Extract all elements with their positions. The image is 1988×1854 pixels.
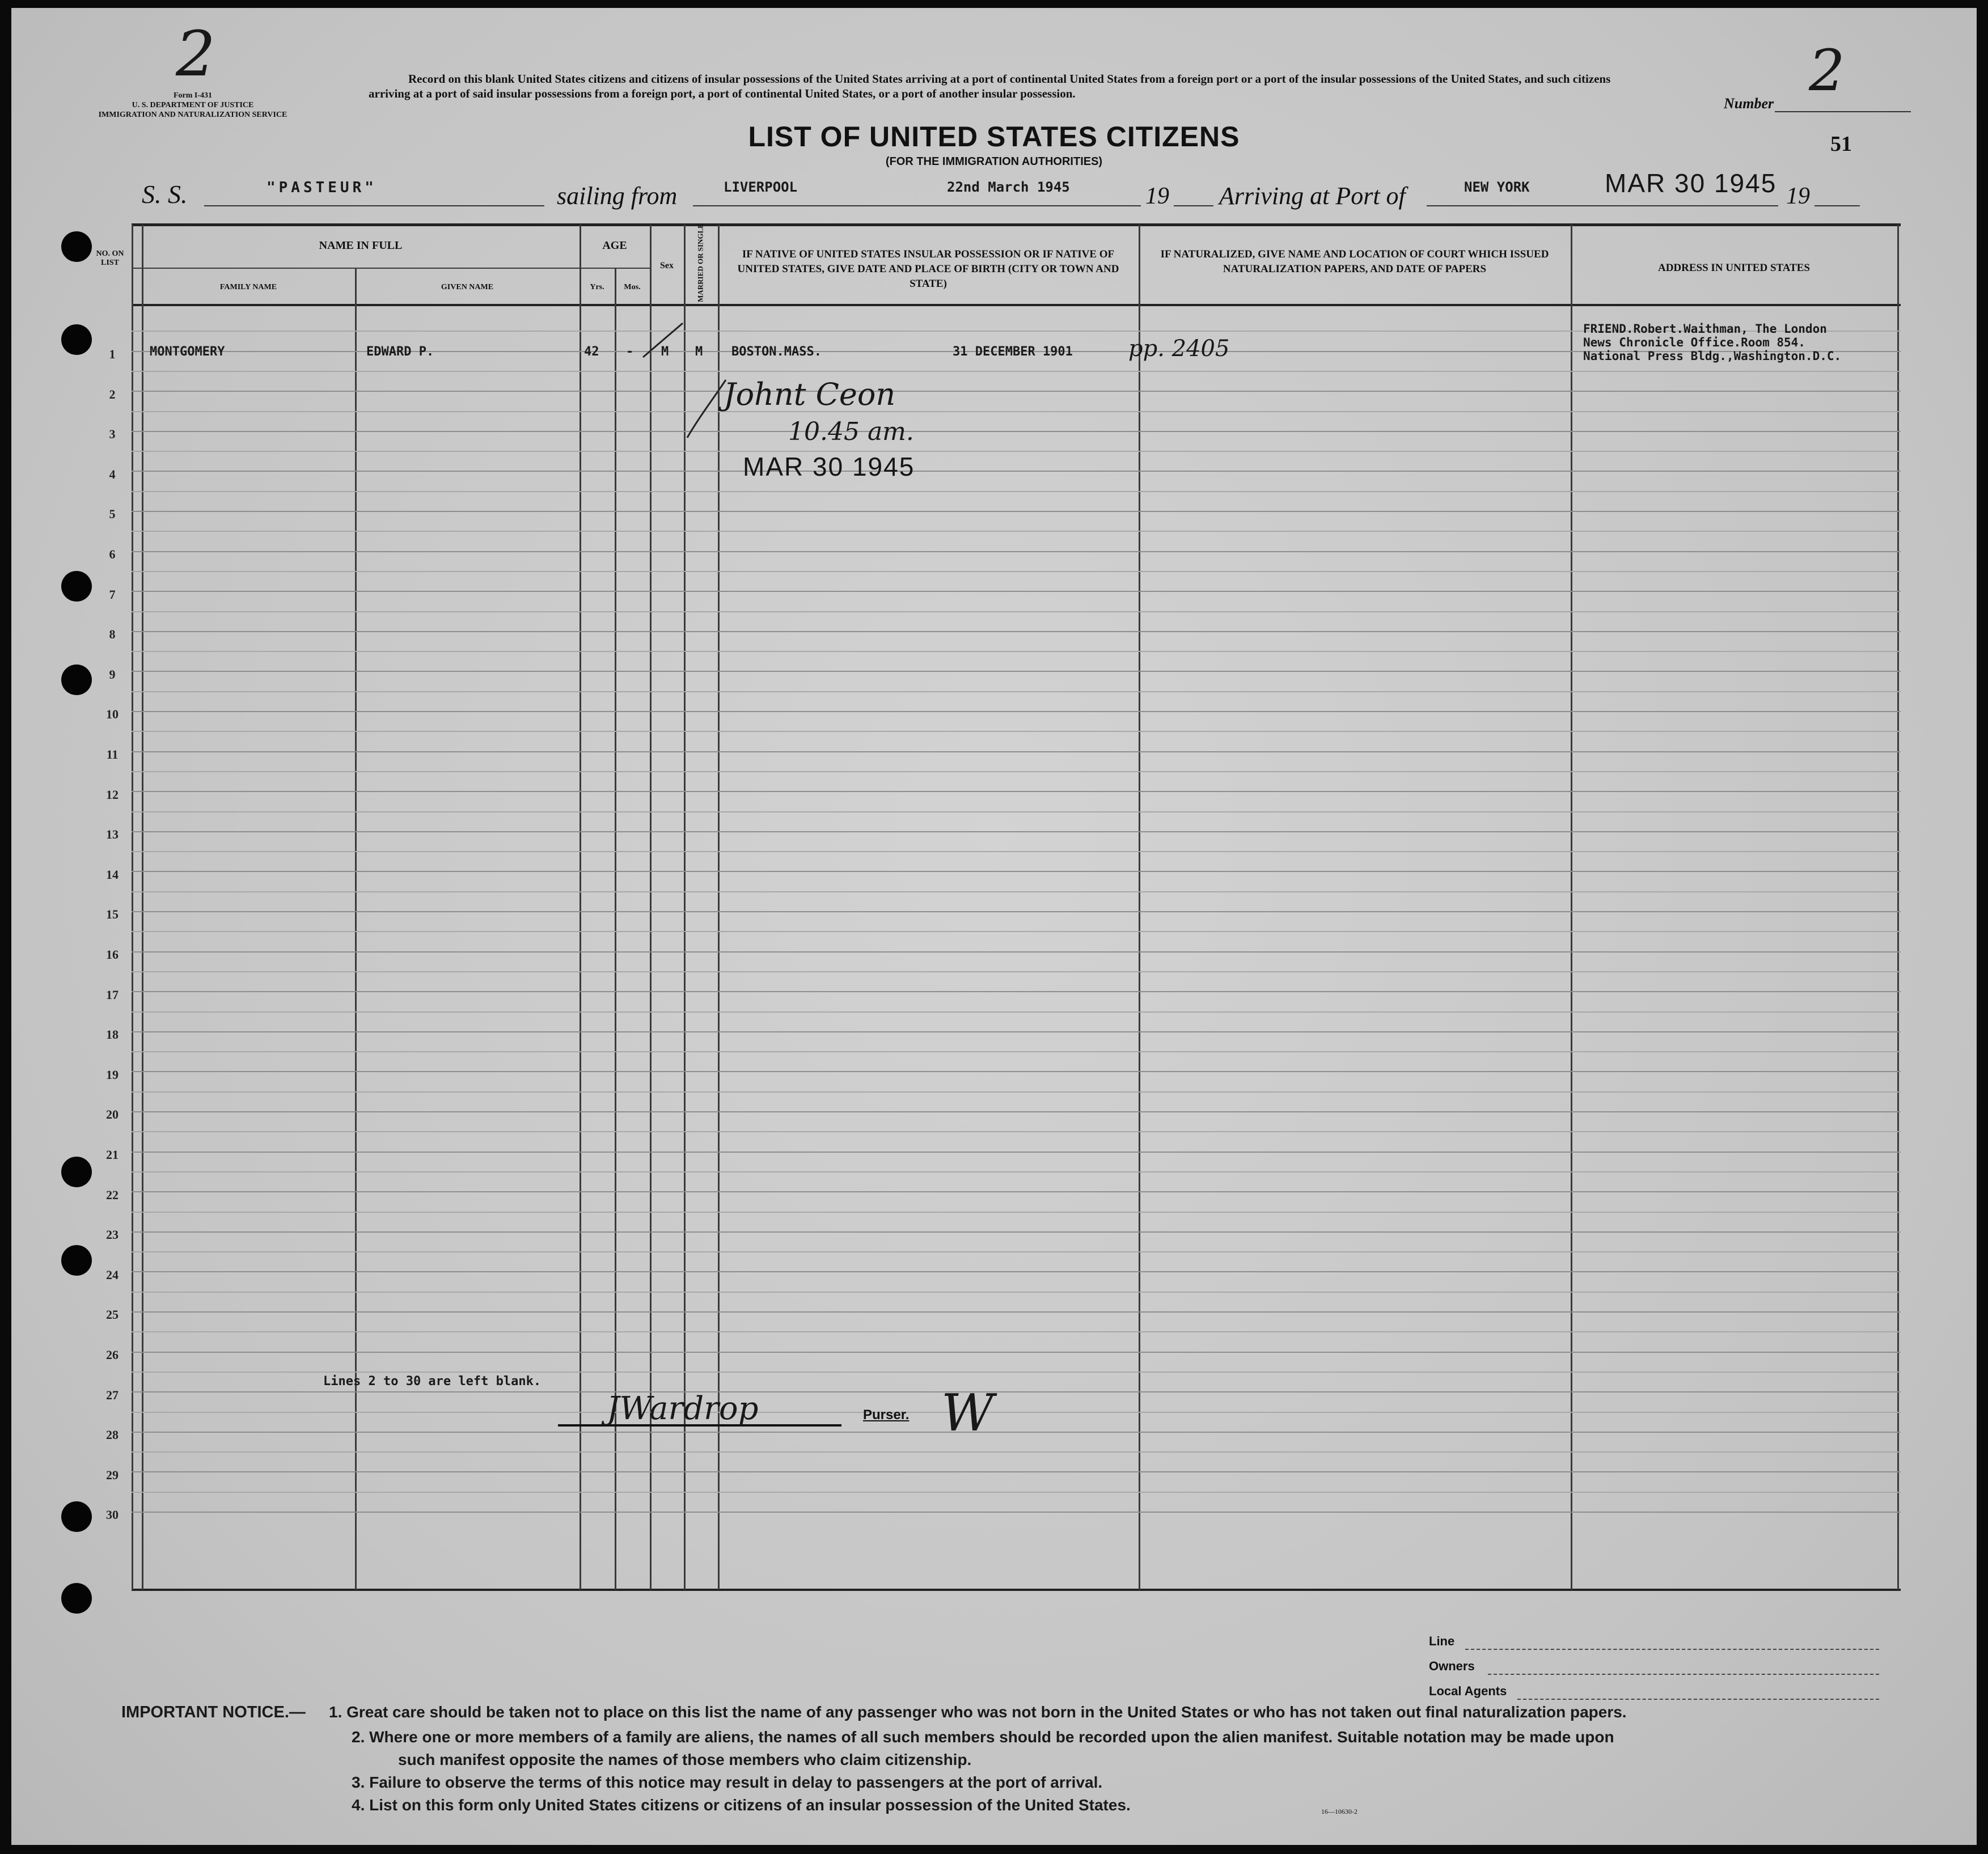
year-line-2 <box>1814 205 1860 206</box>
row-rule <box>132 831 1901 832</box>
row-rule <box>132 971 1901 972</box>
row-rule <box>132 591 1901 592</box>
sailing-from-line <box>693 205 1141 206</box>
row-number: 4 <box>109 467 116 481</box>
address-line: FRIEND.Robert.Waithman, The London <box>1583 322 1827 336</box>
header-naturalized: IF NATURALIZED, GIVE NAME AND LOCATION OF COURT WHICH ISSUED NATURALIZATION PAPERS, AND DATE OF PAPERS <box>1160 248 1549 275</box>
punch-hole <box>61 571 92 602</box>
address-line: News Chronicle Office.Room 854. <box>1583 336 1805 349</box>
row-rule <box>132 451 1901 452</box>
notice-item-3: 3. Failure to observe the terms of this notice may result in delay to passengers at the port of arrival. <box>352 1773 1103 1791</box>
punch-hole <box>61 324 92 355</box>
row-rule <box>132 531 1901 532</box>
row-number: 29 <box>106 1467 119 1482</box>
line-field <box>1465 1648 1879 1650</box>
row-rule <box>132 811 1901 812</box>
row-number: 11 <box>106 747 119 761</box>
entry-family-name: MONTGOMERY <box>150 345 225 359</box>
row-rule <box>132 1271 1901 1272</box>
table-bottom-border <box>132 1589 1901 1591</box>
punch-hole <box>61 664 92 695</box>
row-rule <box>132 1352 1901 1353</box>
address-line: National Press Bldg.,Washington.D.C. <box>1583 349 1842 363</box>
row-rule <box>132 1432 1901 1433</box>
row-rule <box>132 1152 1901 1153</box>
entry-marital-status: M <box>695 345 703 359</box>
page-number: 51 <box>1830 132 1852 156</box>
notice-item-2-continued: such manifest opposite the names of those members who claim citizenship. <box>398 1751 972 1768</box>
row-number: 6 <box>109 547 116 561</box>
row-number: 10 <box>106 707 119 722</box>
arrival-date-stamp: MAR 30 1945 <box>1605 168 1777 198</box>
row-rule <box>132 1111 1901 1112</box>
row-rule <box>132 1131 1901 1132</box>
form-identifier <box>79 91 306 120</box>
row-rule <box>132 671 1901 672</box>
row-rule <box>132 431 1901 432</box>
ship-name: "PASTEUR" <box>267 179 377 196</box>
blank-lines-note: Lines 2 to 30 are left blank. <box>323 1374 542 1389</box>
handwritten-corner-number: 2 <box>176 18 215 90</box>
row-rule <box>132 511 1901 512</box>
row-rule <box>132 1071 1901 1072</box>
row-rule <box>132 1031 1901 1032</box>
header-yrs: Yrs. <box>590 283 604 291</box>
header-address: ADDRESS IN UNITED STATES <box>1657 262 1810 274</box>
header-name-in-full: NAME IN FULL <box>319 239 403 252</box>
row-rule <box>132 631 1901 632</box>
header-age: AGE <box>602 239 627 252</box>
row-rule <box>132 711 1901 712</box>
local-agents-field <box>1517 1698 1879 1700</box>
row-rule <box>132 991 1901 992</box>
row-rule <box>132 1091 1901 1093</box>
entry-age-months: - <box>626 345 634 359</box>
year-prefix-2: 19 <box>1786 183 1810 209</box>
row-rule <box>132 791 1901 792</box>
entry-given-name: EDWARD P. <box>366 345 434 359</box>
row-rule <box>132 411 1901 412</box>
row-rule <box>132 931 1901 932</box>
table-top-border <box>132 223 1901 226</box>
page-title: LIST OF UNITED STATES CITIZENS <box>748 121 1240 153</box>
year-prefix-1: 19 <box>1145 183 1169 209</box>
col-border-left <box>132 225 133 1590</box>
arriving-line <box>1427 205 1778 206</box>
table-header-bottom <box>132 304 1901 306</box>
row-rule <box>132 391 1901 392</box>
row-number: 19 <box>106 1067 119 1082</box>
notice-item-4: 4. List on this form only United States citizens or citizens of an insular possession of the United States. <box>352 1796 1131 1814</box>
header-family-name: FAMILY NAME <box>219 283 277 291</box>
row-rule <box>132 1212 1901 1213</box>
header-mos: Mos. <box>624 283 641 291</box>
row-rule <box>132 1231 1901 1233</box>
row-number: 28 <box>106 1428 119 1442</box>
row-number: 5 <box>109 507 116 522</box>
year-line-1 <box>1174 205 1213 206</box>
row-rule <box>132 471 1901 472</box>
entry-naturalized-note: pp. 2405 <box>1128 336 1230 362</box>
page-subtitle: (FOR THE IMMIGRATION AUTHORITIES) <box>885 155 1103 168</box>
row-rule <box>132 951 1901 953</box>
row-rule <box>132 1492 1901 1493</box>
row-rule <box>132 1471 1901 1472</box>
department-name: U. S. DEPARTMENT OF JUSTICE <box>132 101 254 109</box>
service-name: IMMIGRATION AND NATURALIZATION SERVICE <box>98 111 287 119</box>
arrival-port: NEW YORK <box>1464 179 1530 195</box>
check-mark <box>641 321 686 361</box>
row-number: 17 <box>106 987 119 1002</box>
punch-hole <box>61 231 92 262</box>
purser-initials: W <box>941 1383 994 1443</box>
col-border-birth <box>1139 225 1140 1590</box>
row-rule <box>132 1191 1901 1192</box>
row-number: 1 <box>109 347 116 361</box>
col-border-given <box>580 225 581 1590</box>
row-number: 25 <box>106 1307 119 1322</box>
punch-hole <box>61 1157 92 1187</box>
inspection-date-stamp: MAR 30 1945 <box>743 452 915 481</box>
row-number: 18 <box>106 1027 119 1042</box>
purser-label: Purser. <box>863 1407 910 1423</box>
row-rule <box>132 1451 1901 1453</box>
row-rule <box>132 571 1901 572</box>
row-rule <box>132 851 1901 852</box>
form-instructions: Record on this blank United States citizens and citizens of insular possessions of the United States arriving at a port of continental United States from a foreign port or a port of the insular possessions of the United States, and such citizens arriving at a port of said insular possessions from a foreign port, a port of continental United States, or a port of another insular possession. <box>369 72 1611 100</box>
row-rule <box>132 771 1901 772</box>
row-number: 8 <box>109 627 116 642</box>
entry-birth-date: 31 DECEMBER 1901 <box>953 345 1073 359</box>
owners-label: Owners <box>1429 1659 1475 1673</box>
owners-field <box>1488 1673 1879 1675</box>
header-sex: Sex <box>660 261 674 270</box>
sailing-from-label: sailing from <box>557 182 678 210</box>
col-border-mos <box>650 225 652 1590</box>
row-rule <box>132 1331 1901 1332</box>
row-rule <box>132 751 1901 752</box>
entry-sex: M <box>661 345 669 359</box>
row-number: 15 <box>106 907 119 922</box>
header-no-on-list: NO. ON LIST <box>96 249 124 267</box>
row-number: 22 <box>106 1187 119 1202</box>
row-rule <box>132 1171 1901 1172</box>
signature-flourish <box>680 374 731 442</box>
punch-hole <box>61 1245 92 1276</box>
row-number: 9 <box>109 667 116 682</box>
row-rule <box>132 1011 1901 1013</box>
arriving-label: Arriving at Port of <box>1219 182 1406 210</box>
row-rule <box>132 891 1901 892</box>
col-border-address <box>1897 225 1899 1590</box>
row-number: 16 <box>106 947 119 962</box>
row-number: 24 <box>106 1267 119 1282</box>
entry-age-years: 42 <box>584 345 599 359</box>
row-number: 2 <box>109 387 116 401</box>
form-number: Form I-431 <box>173 91 213 100</box>
row-number: 30 <box>106 1508 119 1522</box>
print-code: 16—10630-2 <box>1321 1808 1357 1815</box>
row-number: 21 <box>106 1148 119 1162</box>
row-rule <box>132 731 1901 732</box>
notice-item-1: 1. Great care should be taken not to place on this list the name of any passenger who was not born in the United States or who has not taken out final naturalization papers. <box>329 1703 1627 1721</box>
row-number: 14 <box>106 867 119 882</box>
row-rule <box>132 371 1901 372</box>
row-rule <box>132 871 1901 872</box>
number-label: Number <box>1724 95 1774 112</box>
entry-birth-place: BOSTON.MASS. <box>731 345 822 359</box>
row-rule <box>132 1412 1901 1413</box>
inspector-signature: Johnt Ceon <box>724 376 896 412</box>
row-rule <box>132 691 1901 692</box>
entry-address <box>1583 322 1841 363</box>
row-rule <box>132 1512 1901 1513</box>
number-underline <box>1775 111 1911 112</box>
departure-port: LIVERPOOL <box>724 179 798 195</box>
row-rule <box>132 1391 1901 1392</box>
purser-signature: JWardrop <box>607 1390 759 1427</box>
row-rule <box>132 1372 1901 1373</box>
col-border-naturalized <box>1571 225 1572 1590</box>
notice-heading: IMPORTANT NOTICE.— <box>121 1703 306 1721</box>
col-border-number <box>142 225 143 1590</box>
row-rule <box>132 1292 1901 1293</box>
header-married-or-single: MARRIED OR SINGLE <box>696 223 705 302</box>
inspection-time: 10.45 am. <box>788 417 914 446</box>
row-rule <box>132 1051 1901 1052</box>
row-rule <box>132 911 1901 912</box>
ss-label: S. S. <box>142 180 188 209</box>
handwritten-list-number: 2 <box>1809 37 1845 104</box>
sailing-date: 22nd March 1945 <box>947 179 1070 195</box>
row-number: 26 <box>106 1348 119 1362</box>
row-number: 13 <box>106 827 119 842</box>
row-number: 12 <box>106 787 119 802</box>
row-rule <box>132 491 1901 492</box>
row-rule <box>132 611 1901 612</box>
row-number: 3 <box>109 427 116 442</box>
ship-name-line <box>204 205 544 206</box>
header-given-name: GIVEN NAME <box>441 283 494 291</box>
punch-hole <box>61 1583 92 1614</box>
row-rule <box>132 551 1901 552</box>
notice-item-2: 2. Where one or more members of a family are aliens, the names of all such members should be recorded upon the alien manifest. Suitable notation may be made upon <box>352 1728 1614 1746</box>
row-rule <box>132 651 1901 652</box>
row-number: 23 <box>106 1227 119 1242</box>
row-number: 20 <box>106 1107 119 1122</box>
header-birth: IF NATIVE OF UNITED STATES INSULAR POSSESSION OR IF NATIVE OF UNITED STATES, GIVE DATE AND PLACE OF BIRTH (CITY OR TOWN AND STATE) <box>737 248 1119 290</box>
row-rule <box>132 1311 1901 1313</box>
punch-hole <box>61 1501 92 1532</box>
line-label: Line <box>1429 1634 1455 1648</box>
row-number: 7 <box>109 587 116 602</box>
local-agents-label: Local Agents <box>1429 1684 1507 1698</box>
row-number: 27 <box>106 1387 119 1402</box>
row-rule <box>132 1251 1901 1252</box>
